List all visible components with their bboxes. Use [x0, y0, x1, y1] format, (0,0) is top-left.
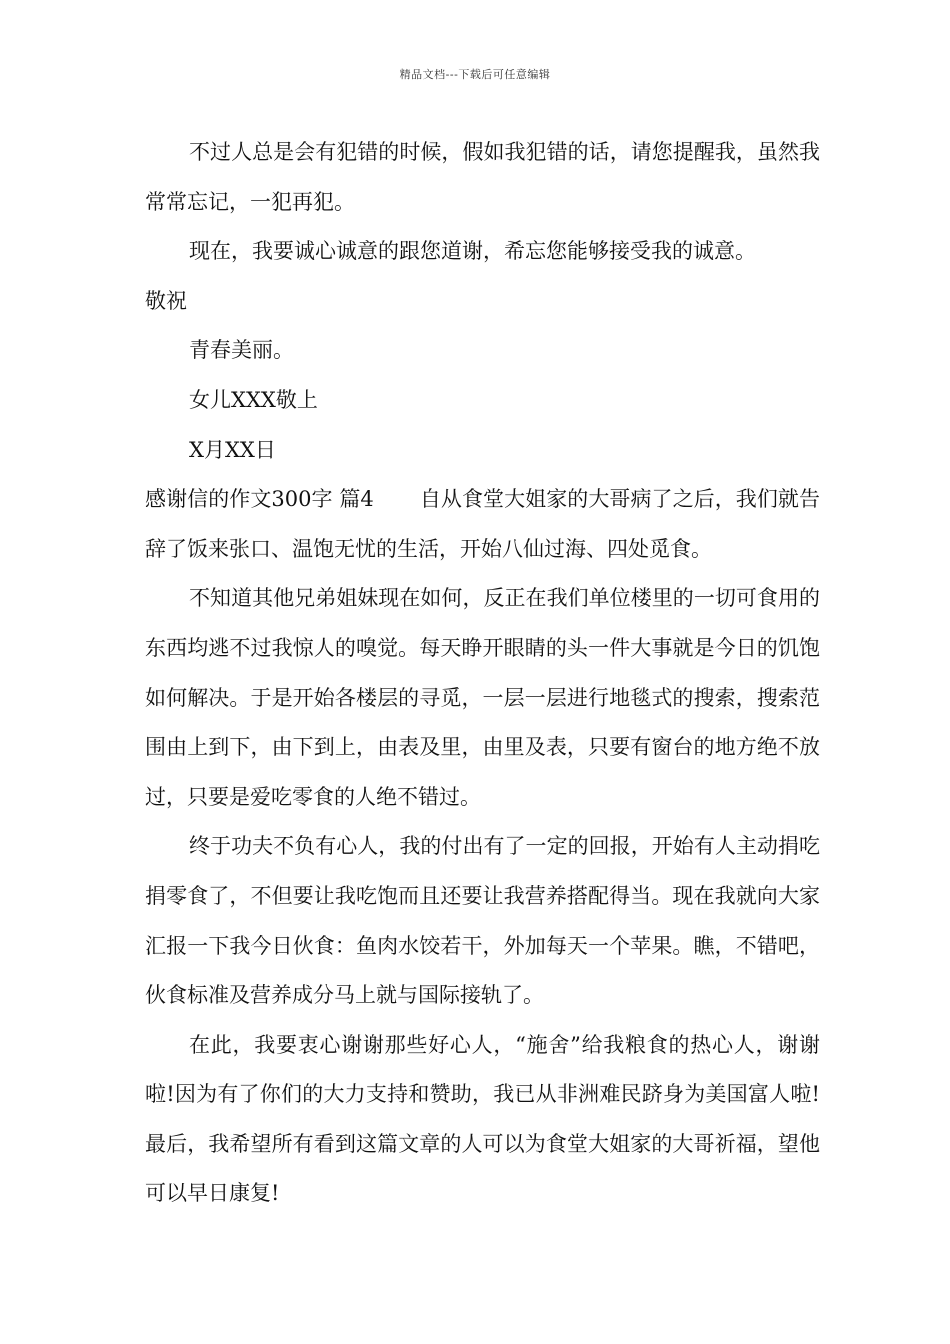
essay-title: 感谢信的作文300字 篇4: [145, 487, 374, 512]
document-body: [145, 128, 820, 1219]
essay-paragraph-search: 不知道其他兄弟姐妹现在如何，反正在我们单位楼里的一切可食用的东西均逃不过我惊人的嗅觉。每天睁开眼睛的头一件大事就是今日的饥饱如何解决。于是开始各楼层的寻觅，一层一层进行地毯式的搜索，搜索范围由上到下，由下到上，由表及里，由里及表，只要有窗台的地方绝不放过，只要是爱吃零食的人绝不错过。: [145, 586, 820, 809]
signature: 女儿XXX敬上: [189, 387, 318, 412]
paragraph-thanks: 现在，我要诚心诚意的跟您道谢，希忘您能够接受我的诚意。: [189, 239, 756, 264]
paragraph-apology: 不过人总是会有犯错的时候，假如我犯错的话，请您提醒我，虽然我常常忘记，一犯再犯。: [145, 140, 820, 214]
salutation-closing: 敬祝: [145, 288, 187, 313]
essay-paragraph-reward: 终于功夫不负有心人，我的付出有了一定的回报，开始有人主动捐吃捐零食了，不但要让我吃饱而且还要让我营养搭配得当。现在我就向大家汇报一下我今日伙食：鱼肉水饺若干，外加每天一个苹果。瞧，不错吧，伙食标准及营养成分马上就与国际接轨了。: [145, 834, 820, 1008]
letter-date: X月XX日: [189, 437, 276, 462]
salutation-wish: 青春美丽。: [189, 338, 294, 363]
essay-paragraph-gratitude: 在此，我要衷心谢谢那些好心人，“施舍”给我粮食的热心人，谢谢啦!因为有了你们的大力支持和赞助，我已从非洲难民跻身为美国富人啦!最后，我希望所有看到这篇文章的人可以为食堂大姐家的大哥祈福，望他可以早日康复!: [145, 1032, 820, 1206]
essay-title-paragraph: [145, 475, 820, 574]
essay-opening-text: 自从食堂大姐家的大哥病了之后，我们就告辞了饭来张口、温饱无忧的生活，开始八仙过海、四处觅食。: [145, 487, 820, 561]
page-header: 精品文档---下载后可任意编辑: [399, 68, 551, 81]
